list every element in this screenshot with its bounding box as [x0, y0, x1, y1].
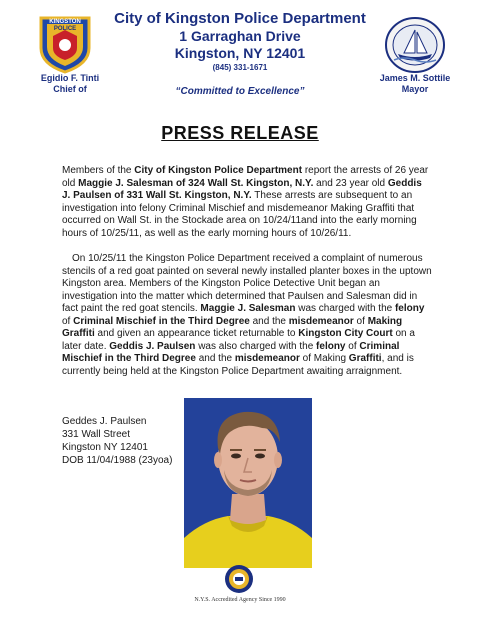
bold-run: misdemeanor	[234, 353, 300, 364]
paragraph-1	[62, 165, 432, 240]
text-run: of Making	[299, 353, 349, 364]
bold-run: Maggie J. Salesman	[200, 303, 296, 314]
text-run: of	[345, 340, 360, 352]
mayor-name: James M. Sottile	[379, 73, 451, 83]
bold-run: felony	[316, 340, 346, 352]
address-line-2: Kingston, NY 12401	[174, 45, 306, 61]
press-release-title: PRESS RELEASE	[161, 123, 319, 143]
paragraph-2	[62, 253, 432, 378]
text-run: was charged with the	[295, 303, 395, 314]
text-run: and the	[195, 353, 235, 364]
bold-run: Making Graffiti	[62, 315, 403, 339]
address-line-1: 1 Garraghan Drive	[179, 28, 301, 44]
chief-title: Chief of	[53, 84, 87, 94]
text-run: was also charged with the	[195, 340, 317, 352]
patch-text-mid: POLICE	[53, 26, 77, 32]
bold-run: City of Kingston Police Department	[134, 165, 303, 176]
text-run: of	[62, 315, 74, 327]
suspect-mugshot	[184, 398, 312, 568]
text-run: , and is currently being held at the Kingston Police Department awaiting arraignment.	[62, 353, 414, 377]
accreditation-seal-icon	[224, 564, 254, 594]
bold-run: Criminal Mischief in the Third Degree	[62, 340, 400, 364]
text-run: These arrests are subsequent to an investigation into felony Criminal Mischief and misdemeanor Making Graffiti that occurred on Wall St. in the Stockade area on 10/24/11and into the early morning hours of 10/25/11, as well as the early morning hours of 10/26/11.	[62, 190, 417, 239]
phone-number: (845) 331-1671	[212, 63, 268, 72]
bold-run: Geddis J. Paulsen	[109, 340, 196, 352]
patch-text-top: KINGSTON	[49, 19, 81, 25]
text-run: report the arrests of 26 year old	[62, 165, 429, 189]
text-run: and the	[249, 315, 289, 327]
bold-run: Graffiti	[348, 353, 382, 364]
suspect-street: 331 Wall Street	[62, 429, 130, 440]
text-run: and given an appearance ticket returnable to	[94, 328, 299, 339]
bold-run: Kingston City Court	[298, 328, 393, 339]
mayor-title: Mayor	[401, 84, 429, 94]
bold-run: felony	[394, 303, 425, 314]
accreditation-text: N.Y.S. Accredited Agency Since 1990	[194, 597, 286, 603]
text-run: Members of the	[62, 165, 135, 176]
bold-run: misdemeanor	[288, 315, 354, 327]
text-run: of	[353, 315, 368, 327]
bold-run: Geddis J. Paulsen of 331 Wall St. Kingston, N.Y.	[62, 177, 422, 201]
text-run: On 10/25/11 the Kingston Police Department received a complaint of numerous stencils of a red goat painted on several newly installed planter boxes in the uptown Kingston area. Members of the Kingston Police Detective Unit began an investigation into the matter which determined that Paulsen and Salesman did in fact paint the red goat stencils.	[62, 253, 432, 314]
bold-run: Maggie J. Salesman of 324 Wall St. Kingston, N.Y.	[78, 177, 314, 189]
chief-name: Egidio F. Tinti	[40, 73, 100, 83]
department-title: City of Kingston Police Department	[114, 10, 366, 27]
suspect-city: Kingston NY 12401	[62, 442, 148, 453]
text-run: and 23 year old	[313, 177, 388, 189]
suspect-name: Geddes J. Paulsen	[62, 416, 147, 427]
bold-run: Criminal Mischief in the Third Degree	[73, 315, 250, 327]
text-run: on a later date.	[62, 328, 415, 352]
suspect-dob: DOB 11/04/1988 (23yoa)	[62, 455, 173, 466]
motto: “Committed to Excellence”	[175, 86, 305, 97]
